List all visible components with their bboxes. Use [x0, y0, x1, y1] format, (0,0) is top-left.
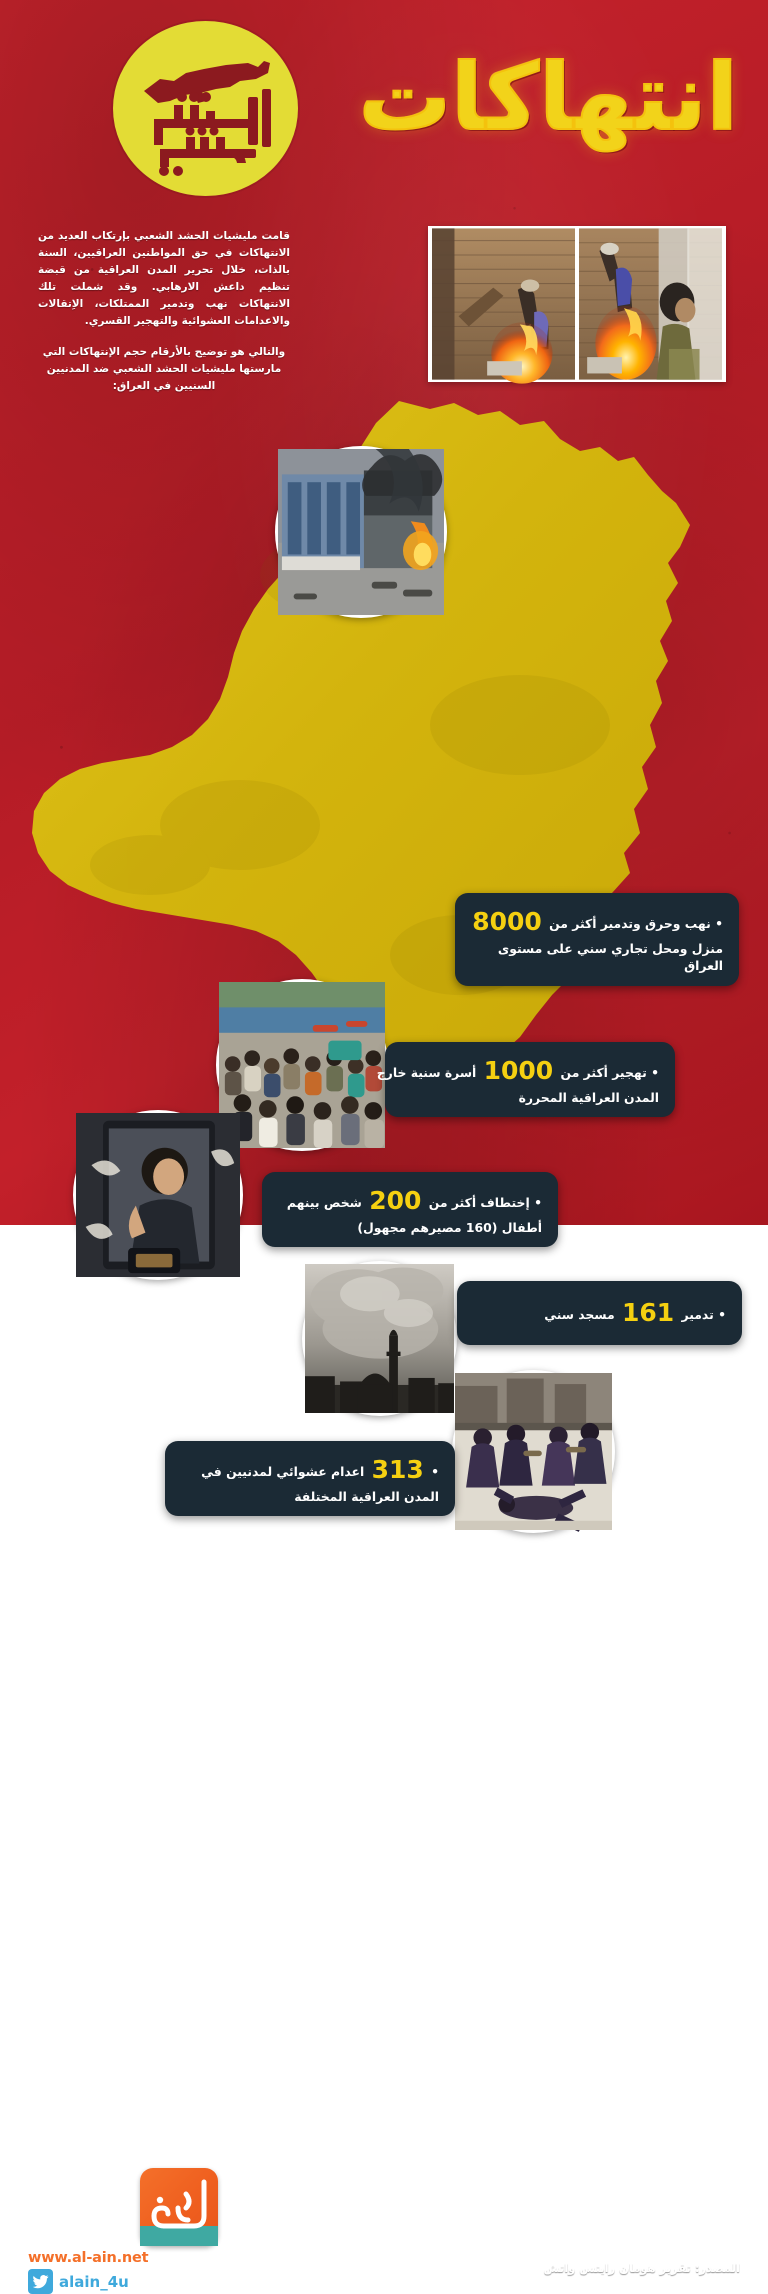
callout-8000-line1	[471, 904, 723, 940]
circle-photo-burning-building	[275, 446, 447, 618]
callout-200-line2: أطفال (160 مصيرهم مجهول)	[357, 1219, 542, 1235]
callout-313	[165, 1441, 455, 1516]
callout-313-number: 313	[371, 1455, 424, 1484]
header	[0, 0, 768, 215]
pmf-logo-badge	[113, 21, 298, 196]
twitter-bird-icon[interactable]	[28, 2269, 53, 2294]
top-photo-panel	[428, 226, 726, 382]
callout-8000	[455, 893, 739, 986]
callout-161	[457, 1281, 742, 1345]
callout-1000-prefix: تهجير أكثر من	[560, 1065, 647, 1080]
source-credit: المصدر: تقرير هومان رايتس واتش	[543, 2261, 740, 2275]
brand-block	[28, 2168, 218, 2294]
twitter-handle[interactable]: alain_4u	[59, 2272, 129, 2291]
callout-8000-prefix: نهب وحرق وتدمير أكثر من	[549, 916, 711, 931]
callout-313-suffix: اعدام عشوائي لمدنيين في	[201, 1464, 365, 1479]
callout-8000-bullet: •	[715, 916, 723, 931]
callout-161-number: 161	[621, 1298, 675, 1327]
intro-paragraph-1: قامت مليشيات الحشد الشعبي بإرتكاب العديد من الانتهاكات في حق المواطنين العراقيين، السنة بالذات، خلال تحرير المدن العراقية من قبضة تنظيم داعش الارهابي. وقد شملت تلك الانتهاكات نهب وتدمير الممتلكات، الاِتقالات والاعدامات العشوائية والتهجير القسري.	[38, 230, 290, 327]
callout-313-line1	[181, 1452, 439, 1488]
page-title: انتهاكات	[358, 44, 738, 151]
circle-photo-execution	[452, 1370, 615, 1533]
callout-200-suffix: شخص بينهم	[286, 1195, 362, 1210]
callout-1000-bullet: •	[651, 1065, 659, 1080]
twitter-row[interactable]	[28, 2269, 218, 2294]
map-section	[0, 395, 768, 1504]
callout-161-suffix: مسجد سني	[544, 1307, 615, 1322]
photo-burning-body-left	[579, 230, 722, 378]
callout-8000-number: 8000	[472, 907, 542, 936]
callout-8000-line2: منزل ومحل تجاري سني على مستوى العراق	[497, 940, 723, 974]
callout-1000-suffix: أسرة سنية خارج	[376, 1065, 477, 1080]
al-ain-logo[interactable]	[140, 2168, 218, 2246]
callout-200-bullet: •	[534, 1195, 542, 1210]
callout-1000-line2: المدن العراقية المحررة	[518, 1089, 659, 1105]
callout-200-number: 200	[369, 1186, 422, 1215]
intro-text-block	[38, 228, 290, 395]
title-wrap	[318, 38, 738, 158]
website-url[interactable]: www.al-ain.net	[28, 2250, 149, 2266]
callout-200-prefix: إختطاف أكثر من	[428, 1195, 530, 1210]
al-ain-wordmark-icon	[140, 2168, 218, 2246]
callout-161-bullet: •	[718, 1307, 726, 1322]
callout-161-prefix: تدمير	[681, 1307, 714, 1322]
circle-photo-mosque-smoke	[302, 1261, 457, 1416]
intro-paragraph-2: والتالي هو توضيح بالأرقام حجم الإنتهاكات التي مارستها مليشيات الحشد الشعبي ضد المدنيين السنيين في العراق:	[42, 346, 286, 392]
callout-1000-number: 1000	[483, 1056, 554, 1085]
rifle-icon	[130, 39, 282, 179]
callout-313-bullet: •	[431, 1464, 439, 1479]
photo-burning-body-right	[432, 230, 575, 378]
callout-313-line2: المدن العراقية المختلفة	[294, 1488, 439, 1504]
callout-161-line1	[473, 1295, 726, 1331]
